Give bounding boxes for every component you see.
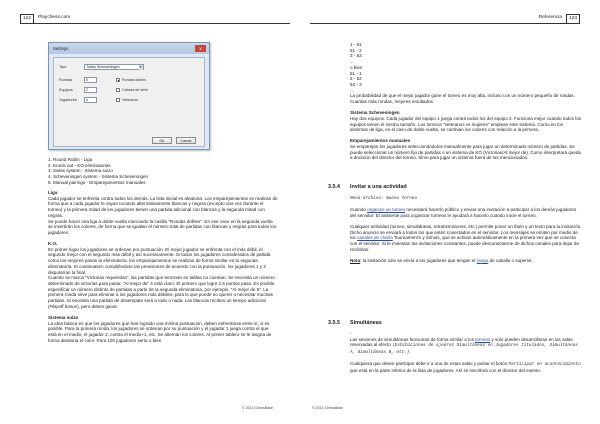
rondas-label: Rondas [59, 78, 73, 82]
pairing-line: 2 - 52 [350, 76, 362, 82]
suizo-tail-paragraph: La probabilidad de que el mejor jugador gane el torneo es muy alta, incluso con un número pequeño de rondas. Cuantas más rondas, mejores resultados. [350, 93, 575, 105]
pairing-line: 51 - 2 [350, 47, 362, 53]
suizo-heading: Sistema suizo [48, 314, 79, 320]
tournaments-link[interactable]: torneos [475, 336, 491, 342]
header-rule [310, 23, 580, 24]
section-3-5-5-body [350, 331, 582, 374]
nota-label: Nota [350, 257, 361, 263]
header-title: Playchess.com [38, 15, 71, 20]
tournament-type-list [48, 157, 278, 186]
jugadores-value: 4 [86, 98, 88, 103]
rondas-spinner [84, 77, 97, 83]
section-title: Simultáneas [350, 320, 382, 326]
invite-text: necesitará hacerlo público y enviar una invitación a participar a los demás jugadores del servidor. El asistente para organizar torneos le ayudará a hacerlo cuando inicie el torneo. [350, 207, 577, 218]
section-title: Invitar a una actividad [350, 184, 407, 190]
settings-dialog-screenshot [48, 42, 210, 150]
left-footer: © 2014 ChessBase [242, 406, 274, 410]
tipo-select [84, 64, 144, 70]
ko-paragraph: En primer lugar los jugadores se ordenan por puntuación. El mejor jugador se enfrenta con el más débil, el segundo mejor con el segundo más débil y así sucesivamente. Si todos los jugadores considerados de partida como los mejores pasan la eliminatoria, los emparejamientos se realizan de forma similar en la segunda eliminatoria. Si continuasen cumpliéndose las previsiones de acuerdo con la puntuación, los jugadores 1 y 2 disputarían la final. [48, 246, 271, 275]
list-item: 4. Scheveningen system - Sistema Scheveningen [48, 174, 149, 180]
simul-paragraph [350, 361, 582, 373]
list-item: 1. Round Robin - Liga [48, 157, 93, 162]
tipo-label: Tipo [59, 65, 67, 69]
left-header [20, 14, 290, 24]
veteranos-label: Veteranos [122, 97, 139, 102]
pairing-line: ... [350, 87, 354, 93]
menu-path: Menú archivo: Nuevo Torneo [350, 196, 418, 201]
veteranos-checkbox [116, 98, 120, 102]
nota-paragraph [350, 258, 582, 264]
header-rule [20, 23, 290, 24]
simul-text: y sólo pueden desarrollarse en las salas reservadas al efecto [350, 336, 573, 348]
pairing-line: 1 - 51 [350, 42, 362, 47]
pairing-line: ... [350, 59, 354, 65]
right-page [300, 0, 600, 424]
ko-text: Cuando se marca "Victorias requeridas", las partidas que terminan en tablas no cuentan. Se necesita un número determinado de victorias para pasar. "Al mejor de" 4 está claro: El primero que logre 2,5 puntos pasa. Es posible especificar un número distinto de partidas a partir de la segunda eliminatoria, por ejemplo, "Al mejor de 6". La primera ronda sirve para eliminar a los jugadores más débiles, para lo que puede no querer o necesitar muchas partidas. Si necesita una partida de desempate será a todo o nada. Las blancas reciben un tiempo adicional ( [48, 275, 275, 309]
ko-paragraph [48, 275, 278, 309]
section-number: 3.5.4 [328, 184, 340, 190]
page-number: 123 [566, 14, 580, 24]
rondas-dobles-checkbox [116, 78, 120, 82]
close-icon: x [195, 45, 206, 52]
ok-button: OK [152, 137, 172, 144]
equipos-label: Equipos [59, 88, 73, 92]
liga-heading: Liga [48, 190, 58, 195]
dash-text: - [350, 331, 352, 336]
section-3-5-4-body [350, 196, 582, 264]
playoff-bonus-text: Playoff bonus [49, 303, 78, 309]
chat-channels-link[interactable]: canales de charla [357, 235, 393, 241]
page-number: 122 [20, 14, 34, 24]
simul-text: que está en la parte inferior de la lista de jugadores. Así se inscribirá con el director del evento. [350, 367, 542, 373]
dialog-title: Settings [49, 43, 209, 54]
manuales-heading: Emparejamientos manuales [350, 138, 411, 144]
rank-link[interactable]: rango [476, 257, 489, 263]
simul-rooms-text: (Exhibiciones de ajedrez Simultáneas en Jugadores titulados, Simultáneas A, Simultáneas B, etc.) [350, 343, 578, 356]
o-bien-text: o bien [350, 64, 363, 70]
list-item: 2. Knock out - KO eliminatorias [48, 162, 111, 168]
right-footer: © 2014 ChessBase [312, 406, 344, 410]
invite-paragraph [350, 207, 582, 218]
simul-paragraph [350, 337, 582, 356]
organize-tournament-link[interactable]: organice un torneo [367, 207, 406, 213]
jugadores-label: Jugadores [59, 98, 77, 102]
invite-text: Cuando [350, 207, 368, 213]
suizo-paragraph: La idea básica es que los jugadores que han logrado una misma puntuación, deben enfrentarse entre sí, si es posible. Para la primera ronda, los jugadores se ordenan por su puntuación y el jugador 1 juega contra el que está en el medio, el jugador 2, contra el medio+1, etc. Se alternan los colores. Al primer tablero se le asigna de forma aleatoria el color. Para 100 jugadores sería o bien [48, 320, 272, 343]
left-body-text [48, 190, 278, 343]
simul-text: Las sesiones de simultáneas funcionan de forma similar a los [350, 336, 476, 342]
jugadores-spinner [84, 97, 97, 103]
section-number: 3.5.5 [328, 320, 340, 326]
simul-text: Cualquiera que desee participar debe ir a una de estas salas y pulsar el botón [350, 361, 509, 367]
list-item: 3. Swiss system - Sistema suizo [48, 168, 113, 174]
simul-text: . [409, 349, 411, 355]
liga-paragraph: Se puede hacer una liga a doble vuelta marcando la casilla "Rondas dobles". En ese caso en la segunda vuelta se invertirán los colores, de forma que se igualan el número total de partidas con blancas y negras para todos los jugadores. [48, 218, 277, 235]
tipo-value: Swiss Scheveningen [86, 65, 120, 70]
equipos-value: 2 [86, 88, 88, 93]
right-body-top [350, 42, 582, 161]
section-3-5-5-heading [328, 320, 578, 328]
cancel-button: Cancel [176, 137, 196, 144]
invite-text: Cualquier actividad (torneo, simultáneas, retransmisiones, etc.) permite poner un título y un texto para la invitación. Dicho anuncio se enviará a todos los que estén conectados en el servidor. Los mensajes se emiten por medio de los [350, 223, 582, 241]
header-title: Referencia [538, 15, 562, 20]
right-header [310, 14, 580, 24]
invite-text: Tournament's y Simuls, que se activan automáticamente en la primera vez que se conecta con el servidor. Si le molestan las invitaciones constantes, puede desconectarme de dichos canales para dejar de recibirlas. [350, 235, 579, 252]
participate-button-name: Participar en acontecimiento [508, 362, 581, 368]
equipos-spinner [84, 87, 97, 93]
ko-heading: K.O. [48, 241, 58, 247]
ko-text: ), pero deben ganar. [77, 303, 119, 309]
nota-text: : la invitación sólo se envía a los jugadores que tengan el [360, 257, 477, 263]
scheveningen-paragraph: Hay dos equipos. Cada jugador del equipo 1 juega contra todos los del equipo 2. Funciona mejor cuando todos los equipos tienen el mismo tamaño. Los torneos "veteranos vs mujeres" emplean este sistema. Como en los sistemas de liga, en el caso de doble vuelta, se cambian los colores con relación a la primera. [350, 115, 582, 133]
pairing-line: 3 - 53 [350, 53, 362, 59]
dialog-body [53, 57, 205, 147]
scheveningen-heading: Sistema Scheveningen [350, 110, 400, 116]
cabeza-de-serie-label: Cabeza de serie [122, 87, 149, 92]
invite-paragraph [350, 224, 582, 253]
chevron-down-icon: ▼ [139, 65, 142, 69]
liga-paragraph: Cada jugador se enfrenta contra todos los demás. La lista inicial es aleatoria. Los emparejamientos se realizan de forma que a cada jugador le vayan tocando alternativamente blancas y negras (excepto una vez durante el torneo) y la primera mitad de los jugadores tienen una partida adicional con blancas y la segunda mitad con negras. [48, 195, 278, 218]
manuales-paragraph: Se emparejan los jugadores seleccionándolos manualmente para jugar un determinado número de partidas. Se puede seleccionar un número fijo de partidas o un sistema de KO (Victorias/Al mejor de). Como interpretará queda a decisión del director del torneo. Sirve para jugar un sistema fuera de los mencionados. [350, 144, 581, 161]
pairing-line: 51 - 1 [350, 70, 362, 76]
rondas-value: 5 [86, 78, 88, 83]
rondas-dobles-label: Rondas dobles [122, 77, 146, 82]
cabeza-de-serie-checkbox [116, 88, 120, 92]
section-3-5-4-heading [328, 184, 578, 192]
pairing-line: 53 - 3 [350, 81, 362, 87]
nota-text: de caballo o superior. [488, 257, 533, 263]
list-item: 5. Manual pairings - Emparejamientos manuales [48, 179, 146, 185]
